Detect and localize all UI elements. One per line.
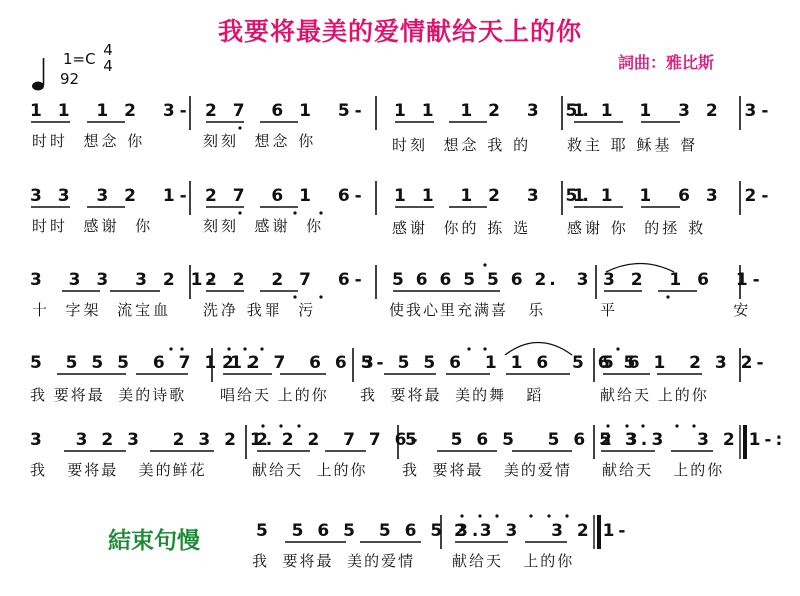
lyrics-l2-m3: 感谢 你的 拣 选 bbox=[392, 219, 532, 237]
notes-l3-m1: 3 3 3 3 2 1- bbox=[30, 270, 220, 290]
meter-denominator: 4 bbox=[103, 57, 113, 75]
lyrics-l2-m4: 感谢 你 的拯 救 bbox=[567, 219, 707, 237]
lyrics-l5-m1: 我 要将最 美的鲜花 bbox=[30, 461, 207, 479]
repeat-and-end-marks bbox=[594, 425, 745, 549]
lyrics-l1-m4: 救主 耶 稣基 督 bbox=[567, 136, 699, 154]
notes-l5-m3: 5 5 6 5 5 6 5 3. bbox=[405, 430, 652, 450]
lyrics-l4-m1: 我 要将最 美的诗歌 bbox=[30, 386, 187, 404]
ending-instruction: 結束句慢 bbox=[108, 528, 200, 554]
slurs bbox=[505, 264, 674, 356]
notes-final-m2: 2 3 3 3 2 1- bbox=[454, 521, 630, 541]
notes-l4-m1: 5 5 5 5 6 7 1 1. bbox=[30, 353, 257, 373]
lyrics-l4-m4: 献给天 上的你 bbox=[600, 386, 709, 404]
notes-l1-m1: 1 1 1 2 3- bbox=[30, 101, 192, 121]
lyrics-l4-m2: 唱给天 上的你 bbox=[220, 386, 329, 404]
lyrics-l3-m1: 十 字架 流宝血 bbox=[32, 301, 172, 319]
lyrics-l5-m3: 我 要将最 美的爱情 bbox=[402, 461, 572, 479]
notes-l2-m2: 2 7 6 1 6- bbox=[205, 186, 367, 206]
lyrics-final-m1: 我 要将最 美的爱情 bbox=[252, 552, 416, 570]
notes-l4-m2: 2 2 7 6 6 5- bbox=[222, 353, 388, 373]
notes-l2-m3: 1 1 1 2 3 5. bbox=[394, 186, 594, 206]
notes-l3-m2: 2 2 2 7 6- bbox=[205, 270, 367, 290]
lyrics-l2-m2: 刻刻 感谢 你 bbox=[203, 217, 325, 235]
tempo-marking: 92 bbox=[60, 70, 80, 88]
notes-l2-m1: 3 3 3 2 1- bbox=[30, 186, 192, 206]
meter-numerator: 4 bbox=[103, 41, 113, 59]
notes-l5-m2: 2 2 2 7 7 6- bbox=[256, 430, 422, 450]
barlines bbox=[190, 96, 740, 549]
composer-credit: 詞曲：雅比斯 bbox=[618, 53, 715, 72]
notes-l4-m4: 5 6 1 2 3 2- bbox=[602, 353, 768, 373]
notes-l5-m4: 2 3 3 3 2 1-: bbox=[600, 430, 787, 450]
lyrics-l1-m3: 时刻 想念 我 的 bbox=[392, 136, 532, 154]
beams bbox=[31, 122, 713, 542]
lyrics-l1-m2: 刻刻 想念 你 bbox=[203, 132, 317, 150]
octave-dots bbox=[169, 126, 695, 517]
notes-l3-m4: 3 2 1 6 1- bbox=[603, 270, 765, 290]
notes-l3-m3: 5 6 6 5 5 6 2. 3 bbox=[392, 270, 592, 290]
song-title: 我要将最美的爱情献给天上的你 bbox=[217, 17, 582, 46]
lyrics-l3-m4: 平 安 bbox=[600, 301, 775, 319]
lyrics-l2-m1: 时时 感谢 你 bbox=[32, 217, 154, 235]
lyrics-l5-m4: 献给天 上的你 bbox=[602, 461, 725, 479]
notes-l1-m2: 2 7 6 1 5- bbox=[205, 101, 367, 121]
notes-final-m1: 5 5 6 5 5 6 5 3. bbox=[256, 521, 483, 541]
notes-l2-m4: 1 1 1 6 3 2- bbox=[573, 186, 774, 206]
notes-l1-m4: 1 1 1 3 2 3- bbox=[573, 101, 774, 121]
notes-l1-m3: 1 1 1 2 3 5. bbox=[394, 101, 594, 121]
lyrics-l4-m3: 我 要将最 美的舞 蹈 bbox=[360, 386, 544, 404]
lyrics-l3-m2: 洗净 我罪 污 bbox=[203, 301, 317, 319]
lyrics-l5-m2: 献给天 上的你 bbox=[252, 461, 368, 479]
lyrics-l1-m1: 时时 想念 你 bbox=[32, 132, 146, 150]
notes-l4-m3: 3 5 5 6 1 1 6 5 6 5 bbox=[362, 353, 640, 373]
notes-l5-m1: 3 3 2 3 2 3 2 1. bbox=[30, 430, 277, 450]
lyrics-l3-m3: 使我心里充满喜 乐 bbox=[389, 301, 546, 319]
lyrics-final-m2: 献给天 上的你 bbox=[452, 552, 575, 570]
key-signature: 1=C bbox=[63, 50, 96, 68]
